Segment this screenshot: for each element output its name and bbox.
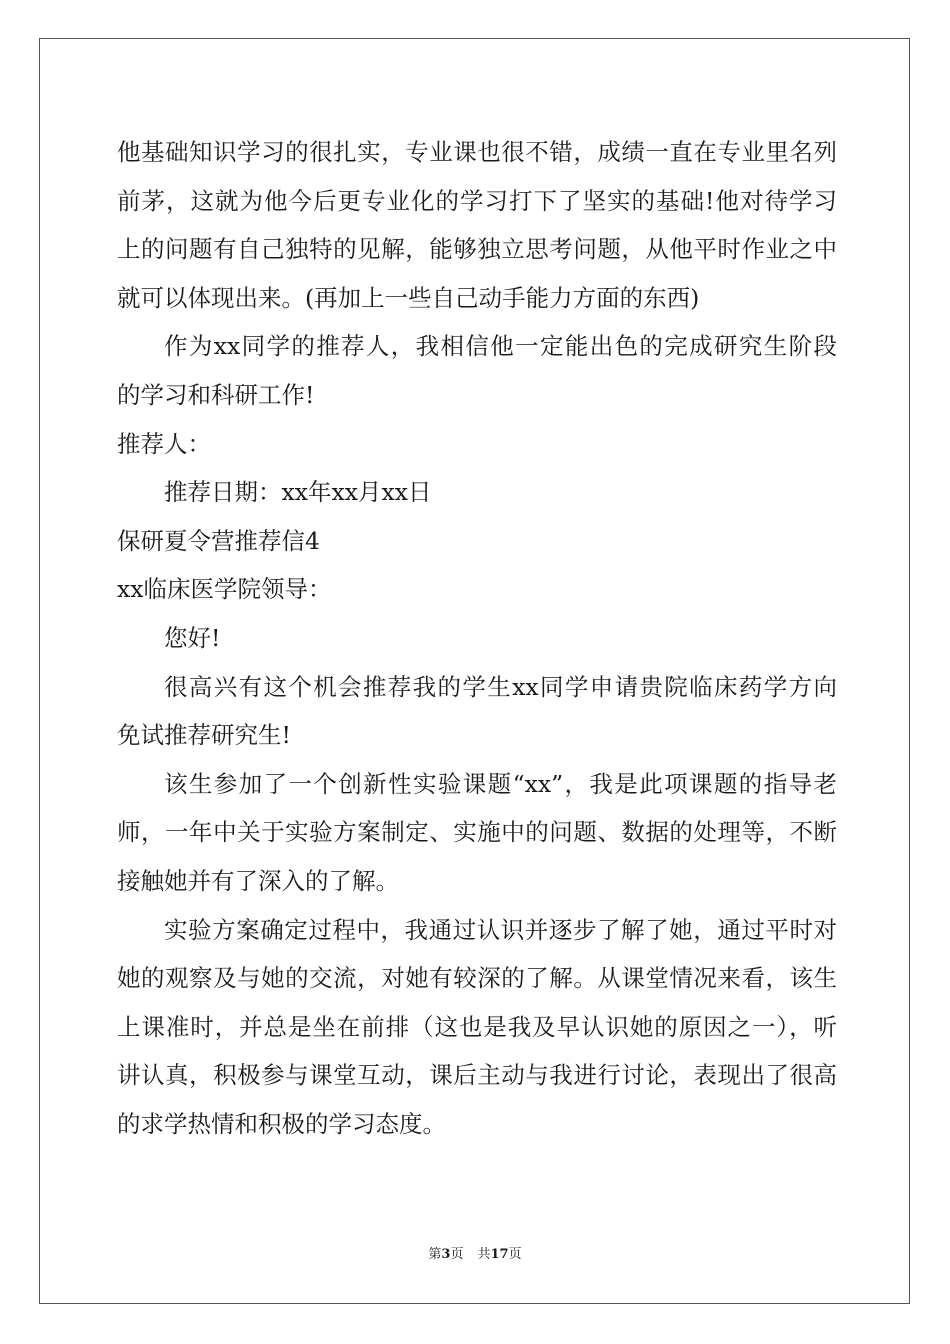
- page-prefix: 第: [428, 1247, 442, 1262]
- salutation: xx临床医学院领导：: [117, 575, 332, 604]
- paragraph-line: 实验方案确定过程中，我通过认识并逐步了解了她，通过平时对: [164, 915, 837, 944]
- paragraph-line: 作为xx同学的推荐人，我相信他一定能出色的完成研究生阶段: [164, 332, 837, 361]
- paragraph-line: 师，一年中关于实验方案制定、实施中的问题、数据的处理等，不断: [117, 818, 837, 847]
- paragraph-line: 就可以体现出来。(再加上一些自己动手能力方面的东西): [117, 283, 700, 312]
- document-body: [117, 128, 837, 1148]
- total-suffix: 页: [508, 1247, 522, 1262]
- total-prefix: 共: [477, 1247, 491, 1262]
- paragraph-line: 该生参加了一个创新性实验课题“xx”，我是此项课题的指导老: [164, 769, 837, 798]
- paragraph-line: 免试推荐研究生!: [117, 721, 291, 750]
- paragraph-line: 他基础知识学习的很扎实，专业课也很不错，成绩一直在专业里名列: [117, 138, 837, 166]
- paragraph-line: 的学习和科研工作!: [117, 380, 315, 409]
- total-pages: 17: [490, 1247, 509, 1262]
- paragraph-line: 很高兴有这个机会推荐我的学生xx同学申请贵院临床药学方向: [164, 672, 837, 701]
- recommender-label: 推荐人：: [117, 429, 211, 458]
- paragraph-line: 她的观察及与她的交流，对她有较深的了解。从课堂情况来看，该生: [117, 964, 837, 993]
- greeting: 您好!: [164, 623, 221, 652]
- paragraph-line: 接触她并有了深入的了解。: [117, 866, 399, 895]
- paragraph-line: 讲认真，积极参与课堂互动，课后主动与我进行讨论，表现出了很高: [117, 1061, 837, 1090]
- recommend-date: 推荐日期：xx年xx月xx日: [164, 478, 432, 507]
- paragraph-line: 上的问题有自己独特的见解，能够独立思考问题，从他平时作业之中: [117, 235, 837, 264]
- paragraph-line: 前茅，这就为他今后更专业化的学习打下了坚实的基础!他对待学习: [117, 186, 837, 215]
- paragraph-line: 的求学热情和积极的学习态度。: [117, 1109, 446, 1138]
- section-title: 保研夏令营推荐信4: [117, 526, 320, 555]
- page-footer: [0, 1245, 950, 1265]
- page-suffix: 页: [450, 1247, 464, 1262]
- paragraph-line: 上课准时，并总是坐在前排（这也是我及早认识她的原因之一），听: [117, 1012, 837, 1041]
- page-number: 3: [441, 1247, 451, 1262]
